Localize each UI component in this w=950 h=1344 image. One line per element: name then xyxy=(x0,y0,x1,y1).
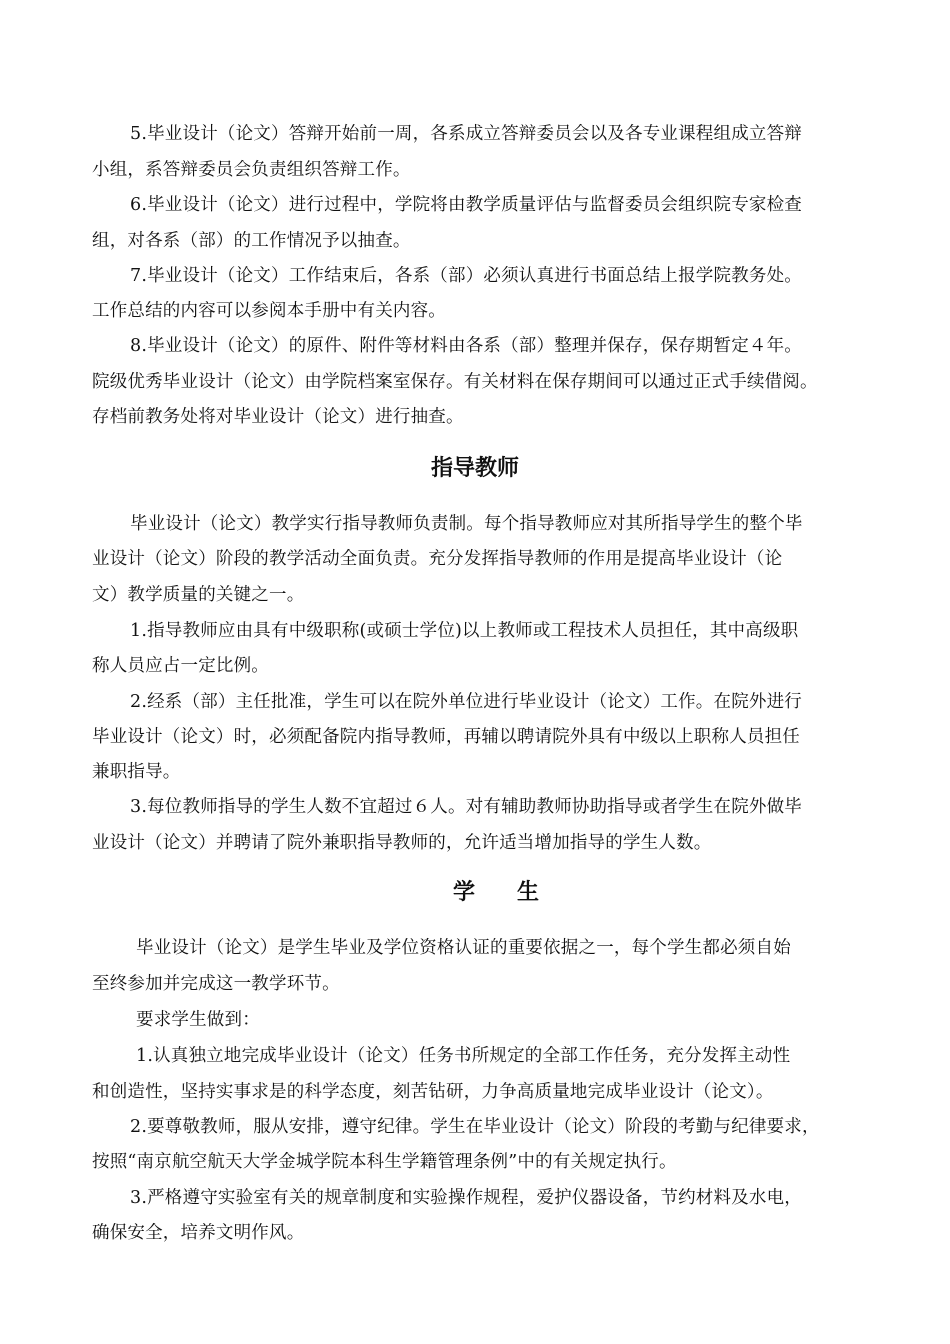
paragraph-line: 业设计（论文）并聘请了院外兼职指导教师的，允许适当增加指导的学生人数。 xyxy=(92,833,712,853)
paragraph-line: 6.毕业设计（论文）进行过程中，学院将由教学质量评估与监督委员会组织院专家检查 xyxy=(130,195,802,215)
paragraph-line: 毕业设计（论文）是学生毕业及学位资格认证的重要依据之一，每个学生都必须自始 xyxy=(136,938,791,958)
paragraph-line: 按照“南京航空航天大学金城学院本科生学籍管理条例”中的有关规定执行。 xyxy=(92,1152,677,1172)
paragraph-line: 称人员应占一定比例。 xyxy=(92,656,269,676)
paragraph-line: 组，对各系（部）的工作情况予以抽查。 xyxy=(92,231,411,251)
paragraph-line: 文）教学质量的关键之一。 xyxy=(92,585,305,605)
paragraph-line: 要求学生做到： xyxy=(136,1010,260,1030)
paragraph-line: 业设计（论文）阶段的教学活动全面负责。充分发挥指导教师的作用是提高毕业设计（论 xyxy=(92,549,783,569)
paragraph-line: 工作总结的内容可以参阅本手册中有关内容。 xyxy=(92,301,446,321)
paragraph-line: 毕业设计（论文）时，必须配备院内指导教师，再辅以聘请院外具有中级以上职称人员担任 xyxy=(92,727,800,747)
paragraph-line: 2.要尊敬教师，服从安排，遵守纪律。学生在毕业设计（论文）阶段的考勤与纪律要求， xyxy=(130,1117,820,1137)
paragraph-line: 8.毕业设计（论文）的原件、附件等材料由各系（部）整理并保存，保存期暂定４年。 xyxy=(130,336,802,356)
paragraph-line: 存档前教务处将对毕业设计（论文）进行抽查。 xyxy=(92,407,464,427)
section-heading-teacher: 指导教师 xyxy=(430,456,519,481)
paragraph-line: 3.严格遵守实验室有关的规章制度和实验操作规程，爱护仪器设备，节约材料及水电， xyxy=(130,1188,802,1208)
paragraph-line: 毕业设计（论文）教学实行指导教师负责制。每个指导教师应对其所指导学生的整个毕 xyxy=(130,514,803,534)
paragraph-line: 至终参加并完成这一教学环节。 xyxy=(92,974,340,994)
paragraph-line: 2.经系（部）主任批准，学生可以在院外单位进行毕业设计（论文）工作。在院外进行 xyxy=(130,692,802,712)
paragraph-line: 和创造性，坚持实事求是的科学态度，刻苦钻研，力争高质量地完成毕业设计（论文）。 xyxy=(92,1082,774,1102)
paragraph-line: 兼职指导。 xyxy=(92,762,181,782)
paragraph-line: 小组，系答辩委员会负责组织答辩工作。 xyxy=(92,160,411,180)
paragraph-line: 1.认真独立地完成毕业设计（论文）任务书所规定的全部工作任务，充分发挥主动性 xyxy=(136,1046,791,1066)
paragraph-line: 院级优秀毕业设计（论文）由学院档案室保存。有关材料在保存期间可以通过正式手续借阅。 xyxy=(92,372,818,392)
paragraph-line: 确保安全，培养文明作风。 xyxy=(92,1223,305,1243)
paragraph-line: 1.指导教师应由具有中级职称(或硕士学位)以上教师或工程技术人员担任，其中高级职 xyxy=(130,621,799,641)
paragraph-line: 7.毕业设计（论文）工作结束后，各系（部）必须认真进行书面总结上报学院教务处。 xyxy=(130,266,802,286)
paragraph-line: 5.毕业设计（论文）答辩开始前一周，各系成立答辩委员会以及各专业课程组成立答辩 xyxy=(130,124,802,144)
paragraph-line: 3.每位教师指导的学生人数不宜超过６人。对有辅助教师协助指导或者学生在院外做毕 xyxy=(130,797,802,817)
section-heading-student: 学生 xyxy=(452,880,581,905)
